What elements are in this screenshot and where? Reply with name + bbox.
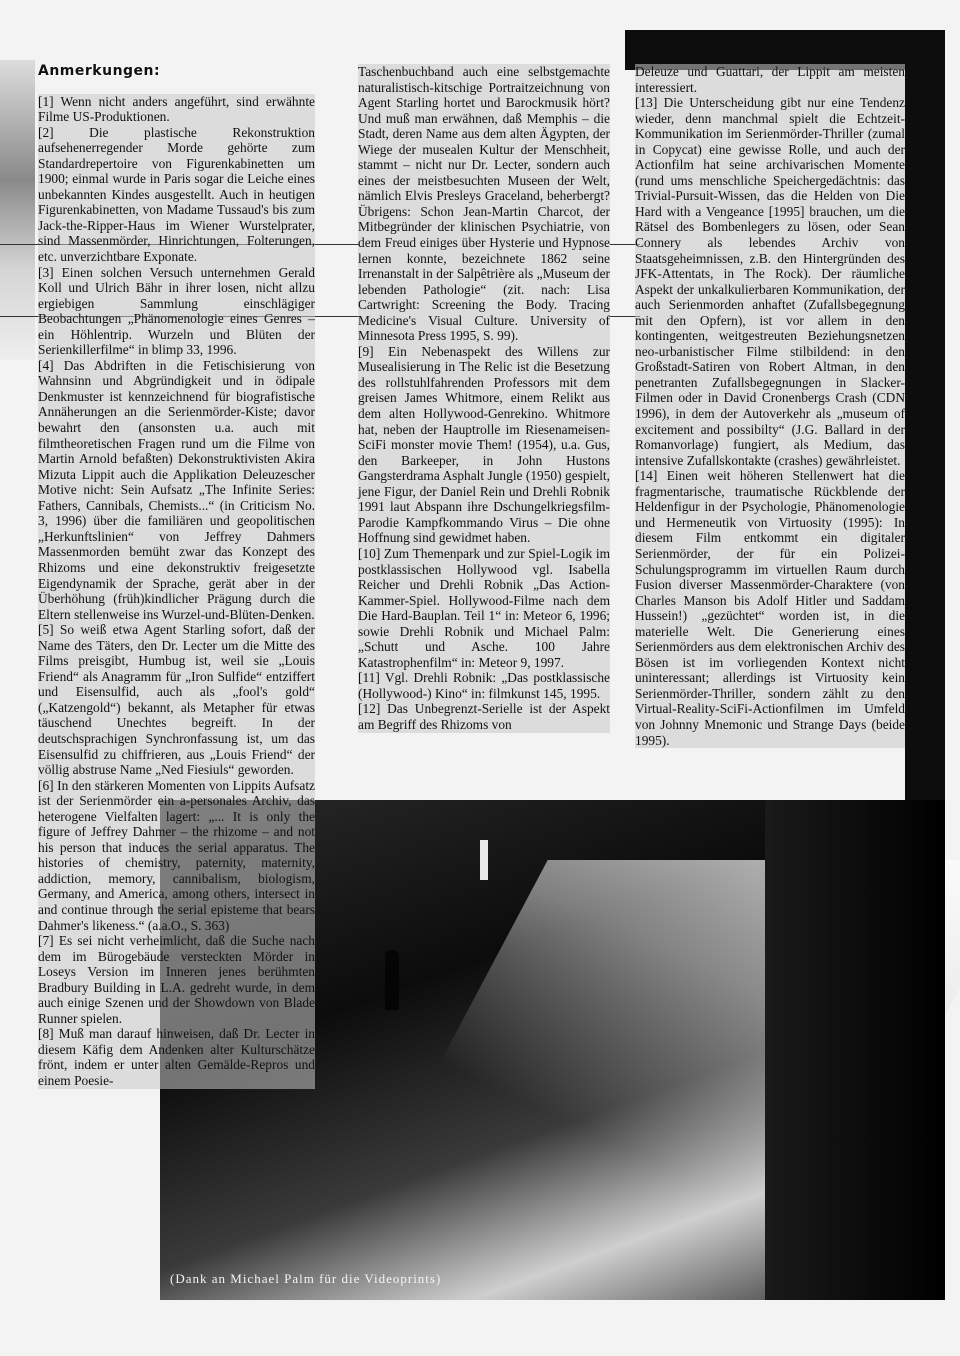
distant-figure-shape	[480, 840, 488, 880]
dark-wall-shape	[765, 800, 945, 1300]
footnote: Deleuze und Guattari, der Lippit am meisten interessiert.	[635, 64, 905, 95]
footnote: Taschenbuchband auch eine selbstgemachte naturalistisch-kitschige Portraitzeichnung von Agent Starling hortet und Barockmusik hört? Und muß man erwähnen, daß Memphis – die Stadt, deren Name aus dem alten Ägypten, der Wiege der musealen Kultur der Menschheit, stammt – nicht nur Dr. Lecter, sondern auch eines der meistbesuchten Museen der Welt, nämlich Elvis Presleys Graceland, beherbergt? Übrigens: Schon Jean-Martin Charcot, der Mitbegründer der klinischen Psychiatrie, von dem Freud einiges über Hysterie und Hypnose lernen konnte, bezeichnete 1862 seine Irrenanstalt in der Salpêtrière als „Museum der lebenden Pathologie“ (zit. nach: Lisa Cartwright: Screening the Body. Tracing Medicine's Visual Culture. University of Minnesota Press 1995, S. 99).	[358, 64, 610, 344]
footnote: [14] Einen weit höheren Stellenwert hat die fragmentarische, traumatische Rückblende der Heldenfigur in der Psychologie, Phänomenologie und Hermeneutik von Virtuosity (1995): In diesem Film entkommt ein digitaler Serienmörder, der für ein Polizei-Schulungsprogramm im virtuellen Raum durch Fusion diverser Massenmörder-Charaktere (von Charles Manson bis Adolf Hitler und Saddam Hussein!) „gezüchtet“ worden ist, in die materielle Welt. Die Generierung eines Serienmörders aus dem elektronischen Archiv des Bösen ist im vorliegenden Kontext nicht uninteressant; allerdings ist Virtuosity kein Serienmörder-Thriller, sondern zählt zu den Virtual-Reality-SciFi-Actionfilmen im Umfeld von Johnny Mnemonic und Strange Days (beide 1995).	[635, 468, 905, 748]
footnote: [12] Das Unbegrenzt-Serielle ist der Aspekt am Begriff des Rhizoms von	[358, 701, 610, 732]
silhouette-figure-shape	[385, 950, 399, 1010]
footnote: [11] Vgl. Drehli Robnik: „Das postklassische (Hollywood-) Kino“ in: filmkunst 145, 1995.	[358, 670, 610, 701]
notes-heading: Anmerkungen:	[38, 63, 161, 79]
footnote: [13] Die Unterscheidung gibt nur eine Tendenz wieder, denn manchmal spielt die Echtzeit-Kommunikation im Serienmörder-Thriller (zumal in Copycat) eine gewisse Rolle, und auch der Actionfilm hat seine archivarischen Momente (rund ums menschliche Speichergedächtnis: das Trivial-Pursuit-Wissen, das die Helden von Die Hard with a Vengeance [1995] brauchen, um die Rätsel des Bombenlegers zu lösen, oder Sean Connery als lebendes Archiv von Staatsgeheimnissen, z.B. den Hintergründen des JFK-Attentats, in The Rock). Der räumliche Aspekt der unkalkulierbaren Kommunikation, der auch Serienmorden anhaftet (Zufallsbegegnung mit den Opfern), ist vor allem in den kontingenten, weitgestreuten Beziehungsnetzen neo-urbanistischer Filme stilbildend: in den Großstadt-Satiren von Robert Altman, in den penetranten Zufallsbegegnungen in Slacker-Filmen oder in David Cronenbergs Crash (CDN 1996), in dem der Autoverkehr als „museum of excitement and possibilty“ (J.G. Ballard in der Romanvorlage) fungiert, als Medium, das intensive Zufallskontakte (crashes) gewährleistet.	[635, 95, 905, 468]
footnote: [8] Muß man darauf hinweisen, daß Dr. Lecter in diesem Käfig dem Andenken alter Kulturschätze frönt, indem er unter alten Gemälde-Repros und einem Poesie-	[38, 1026, 315, 1088]
footnote: [9] Ein Nebenaspekt des Willens zur Musealisierung in The Relic ist die Besetzung des rollstuhlfahrenden Professors mit dem greisen James Whitmore, einem Relikt aus dem alten Hollywood-Genrekino. Whitmore hat, neben der Hauptrolle im Riesenameisen-SciFi monster movie Them! (1954), u.a. Gus, den Barkeeper, in John Hustons Gangsterdrama Asphalt Jungle (1950) gespielt, jene Figur, der Daniel Rein und Drehli Robnik 1991 laut Abspann ihre Dschungelkriegsfilm-Parodie Kampfkommando Virus – Die ohne Hoffnung sind gewidmet haben.	[358, 343, 610, 546]
footnote: [1] Wenn nicht anders angeführt, sind erwähnte Filme US-Produktionen.	[38, 93, 315, 125]
footnote: [6] In den stärkeren Momenten von Lippits Aufsatz ist der Serienmörder ein a-personales Archiv, das heterogene Vielfalten lagert: „... It is only the figure of Jeffrey Dahmer – the rhizome – and not his person that induces the serial apparatus. The histories of chemistry, paternity, maternity, addiction, memory, cannibalism, biologism, Germany, and America, among others, intersect in and continue through the serial episteme that bears Dahmer's likeness.“ (a.a.O., S. 363)	[38, 777, 315, 933]
image-credit-caption: (Dank an Michael Palm für die Videoprints)	[170, 1271, 442, 1286]
footnote: [5] So weiß etwa Agent Starling sofort, daß der Name des Täters, den Dr. Lecter um die Mitte des Films preisgibt, Humbug ist, weil sie „Louis Friend“ als Anagramm für „Iron Sulfide“ entziffert und Eisensulfid, auch als „fool's gold“ („Katzengold“) bekannt, als Metapher für etwas täuschend Unechtes begreift. In der deutschsprachigen Synchronfassung ist, um das Eisensulfid zu chiffrieren, aus „Louis Friend“ der völlig abstruse Name „Ned Fiesiuls“ geworden.	[38, 622, 315, 778]
footnotes-column-2	[358, 64, 610, 733]
left-edge-photo	[0, 60, 35, 360]
footnote: [7] Es sei nicht verheimlicht, daß die Suche nach dem im Bürogebäude versteckten Mörder in Loseys Version im Inneren jenes berühmten Bradbury Building in L.A. gedreht wurde, in dem auch einige Szenen und der Showdown von Blade Runner spielen.	[38, 933, 315, 1026]
footnote: [10] Zum Themenpark und zur Spiel-Logik im postklassischen Hollywood vgl. Isabella Reicher und Drehli Robnik „Das Action-Kammer-Spiel. Hollywood-Filme nach dem Die Hard-Bauplan. Teil 1“ in: Meteor 6, 1996; sowie Drehli Robnik und Michael Palm: „Schutt und Asche. 100 Jahre Katastrophenfilm“ in: Meteor 9, 1997.	[358, 545, 610, 670]
footnote: [4] Das Abdriften in die Fetischisierung von Wahnsinn und Abgründigkeit und in ödipale Denkmuster ist kennzeichnend für biografistische Annäherungen an die Serienmörder-Kiste; davor bewahrt den (ansonsten u.a. auch mit filmtheoretischen Fragen rund um die Filme von Martin Arnold befaßten) Dekonstruktivisten Akira Mizuta Lippit auch die Applikation Deleuzescher Motive nicht: Sein Aufsatz „The Infinite Series: Fathers, Cannibals, Chemists...“ (in Criticism No. 3, 1996) über die familiären und geopolitischen „Herkunftslinien“ von Jeffrey Dahmers Massenmorden bemüht zwar das Konzept des Rhizoms und eine dekonstruktiv freigesetzte Eigendynamik der Sprache, gerät aber in der Überhöhung (früh)kindlicher Prägung durch die Eltern stellenweise ins Wurzel-und-Blüten-Denken.	[38, 357, 315, 622]
footnote: [3] Einen solchen Versuch unternehmen Gerald Koll und Ulrich Bähr in ihrer losen, nicht allzu ergiebigen Sammlung einschlägiger Beobachtungen „Phänomenologie eines Genres – ein Höhlentrip. Wurzeln und Blüten der Serienkillerfilme“ in blimp 33, 1996.	[38, 264, 315, 358]
footnotes-column-3	[635, 64, 905, 748]
footnotes-column-1	[38, 64, 315, 1089]
footnote: [2] Die plastische Rekonstruktion aufsehenerregender Morde gehörte zum Standardrepertoire von Figurenkabinetten um 1900; einmal wurde in Paris sogar die Leiche eines unbekannten Kindes ausgestellt. Auch in heutigen Figurenkabinetten, von Madame Tussaud's bis zum Jack-the-Ripper-Haus im Wiener Wurstelprater, sind Massenmörder, Hinrichtungen, Folterungen, etc. unverzichtbare Exponate.	[38, 124, 315, 265]
